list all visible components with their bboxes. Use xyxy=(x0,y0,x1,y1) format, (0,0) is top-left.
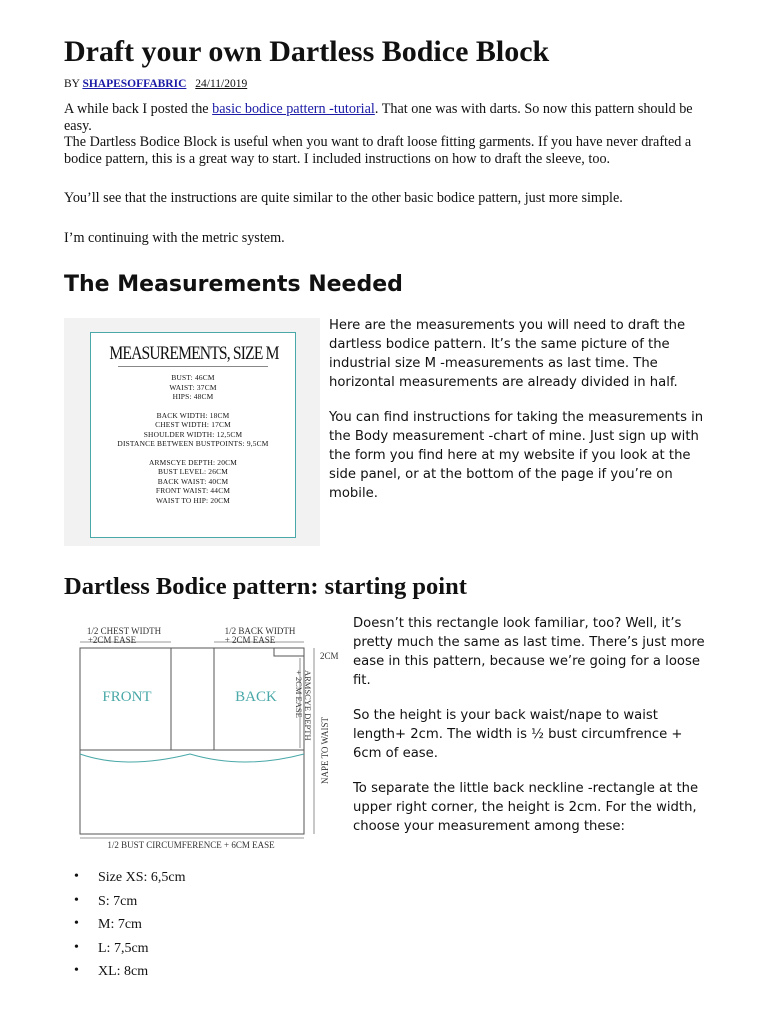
card-groups xyxy=(91,373,295,505)
card-measurement: DISTANCE BETWEEN BUSTPOINTS: 9,5CM xyxy=(117,439,269,448)
nape-label: NAPE TO WAIST xyxy=(320,716,330,784)
intro-text: A while back I posted the xyxy=(64,101,213,117)
list-item: • XL: 8cm xyxy=(64,964,364,988)
measurements-paragraph-1: Here are the measurements you will need to draft the dartless bodice pattern. It’s the same picture of the industrial size M -measurements as last time. The horizontal measurements are already divided in half. xyxy=(329,318,686,390)
starting-text xyxy=(353,614,713,836)
card-title-underline xyxy=(118,366,268,367)
measurements-image xyxy=(64,318,320,546)
card-title: MEASUREMENTS, SIZE M xyxy=(109,343,279,364)
bodice-diagram xyxy=(64,612,346,852)
measurements-heading: The Measurements Needed xyxy=(64,272,403,297)
chest-label-1: 1/2 CHEST WIDTH xyxy=(86,626,162,636)
bust-label: 1/2 BUST CIRCUMFERENCE + 6CM EASE xyxy=(107,840,275,850)
author-link[interactable]: SHAPESOFFABRIC xyxy=(82,78,187,90)
card-measurement: SHOULDER WIDTH: 12,5CM xyxy=(143,429,243,439)
card-measurement: WAIST TO HIP: 20CM xyxy=(155,495,231,505)
starting-heading: Dartless Bodice pattern: starting point xyxy=(64,573,467,600)
armscye-label-2: + 2CM EASE xyxy=(294,670,304,718)
measurements-text xyxy=(329,316,709,503)
measurements-card xyxy=(90,332,296,538)
two-cm-label: 2CM xyxy=(320,651,339,661)
back-label-2: + 2CM EASE xyxy=(224,635,276,645)
post-date: 24/11/2019 xyxy=(195,78,248,90)
card-measurement: ARMSCYE DEPTH: 20CM xyxy=(149,457,237,467)
bodice-tutorial-link[interactable]: basic bodice pattern -tutorial xyxy=(212,101,375,117)
starting-paragraph-3: To separate the little back neckline -rectangle at the upper right corner, the height is 2cm. For the width, choose your measurement among these: xyxy=(353,781,699,834)
page-title: Draft your own Dartless Bodice Block xyxy=(64,35,550,68)
intro-paragraph-2: The Dartless Bodice Block is useful when you want to draft loose fitting garments. If you have never drafted a bodice pattern, this is a great way to start. I included instructions on how to draft the sleeve, too. xyxy=(64,134,692,167)
card-measurement: BACK WIDTH: 18CM xyxy=(156,410,230,420)
intro-paragraph xyxy=(64,101,704,134)
back-label: BACK xyxy=(235,689,277,705)
list-item: • M: 7cm xyxy=(64,917,364,941)
card-group1 xyxy=(91,373,295,402)
starting-paragraph-2: So the height is your back waist/nape to waist length+ 2cm. The width is ½ bust circumfrence + 6cm of ease. xyxy=(353,708,683,761)
sizes-list xyxy=(64,870,364,988)
card-measurement: BACK WAIST: 40CM xyxy=(157,476,229,486)
card-measurement: WAIST: 37CM xyxy=(169,382,217,392)
similar-paragraph: You’ll see that the instructions are quite similar to the other basic bodice pattern, just more simple. xyxy=(64,190,623,206)
starting-paragraph-1: Doesn’t this rectangle look familiar, too? Well, it’s pretty much the same as last time. There’s just more ease in this pattern, because we’re going for a loose fit. xyxy=(353,616,705,688)
card-measurement: FRONT WAIST: 44CM xyxy=(155,486,231,495)
back-label-1: 1/2 BACK WIDTH xyxy=(224,626,296,636)
metric-paragraph: I’m continuing with the metric system. xyxy=(64,230,285,246)
list-item: • Size XS: 6,5cm xyxy=(64,870,364,894)
intro-text-end: . That one was with darts. So now this pattern should be easy. xyxy=(64,101,693,134)
card-measurement: CHEST WIDTH: 17CM xyxy=(155,420,231,429)
card-measurement: BUST LEVEL: 26CM xyxy=(158,467,228,476)
front-label: FRONT xyxy=(102,689,152,705)
card-measurement: HIPS: 48CM xyxy=(172,392,214,401)
card-group2 xyxy=(91,411,295,449)
byline xyxy=(64,78,247,90)
measurements-paragraph-2: You can find instructions for taking the measurements in the Body measurement -chart of mine. Just sign up with the form you find here at my website if you look at the side panel, or at the bottom of the page if you’re on mobile. xyxy=(329,410,704,501)
byline-by: BY xyxy=(64,78,80,90)
armscye-label-1: ARMSCYE DEPTH xyxy=(303,670,313,741)
chest-label-2: +2CM EASE xyxy=(87,635,137,645)
list-item: • L: 7,5cm xyxy=(64,941,364,965)
intro-block xyxy=(64,101,704,167)
card-group3 xyxy=(91,458,295,506)
list-item: • S: 7cm xyxy=(64,894,364,918)
card-measurement: BUST: 46CM xyxy=(171,373,215,382)
